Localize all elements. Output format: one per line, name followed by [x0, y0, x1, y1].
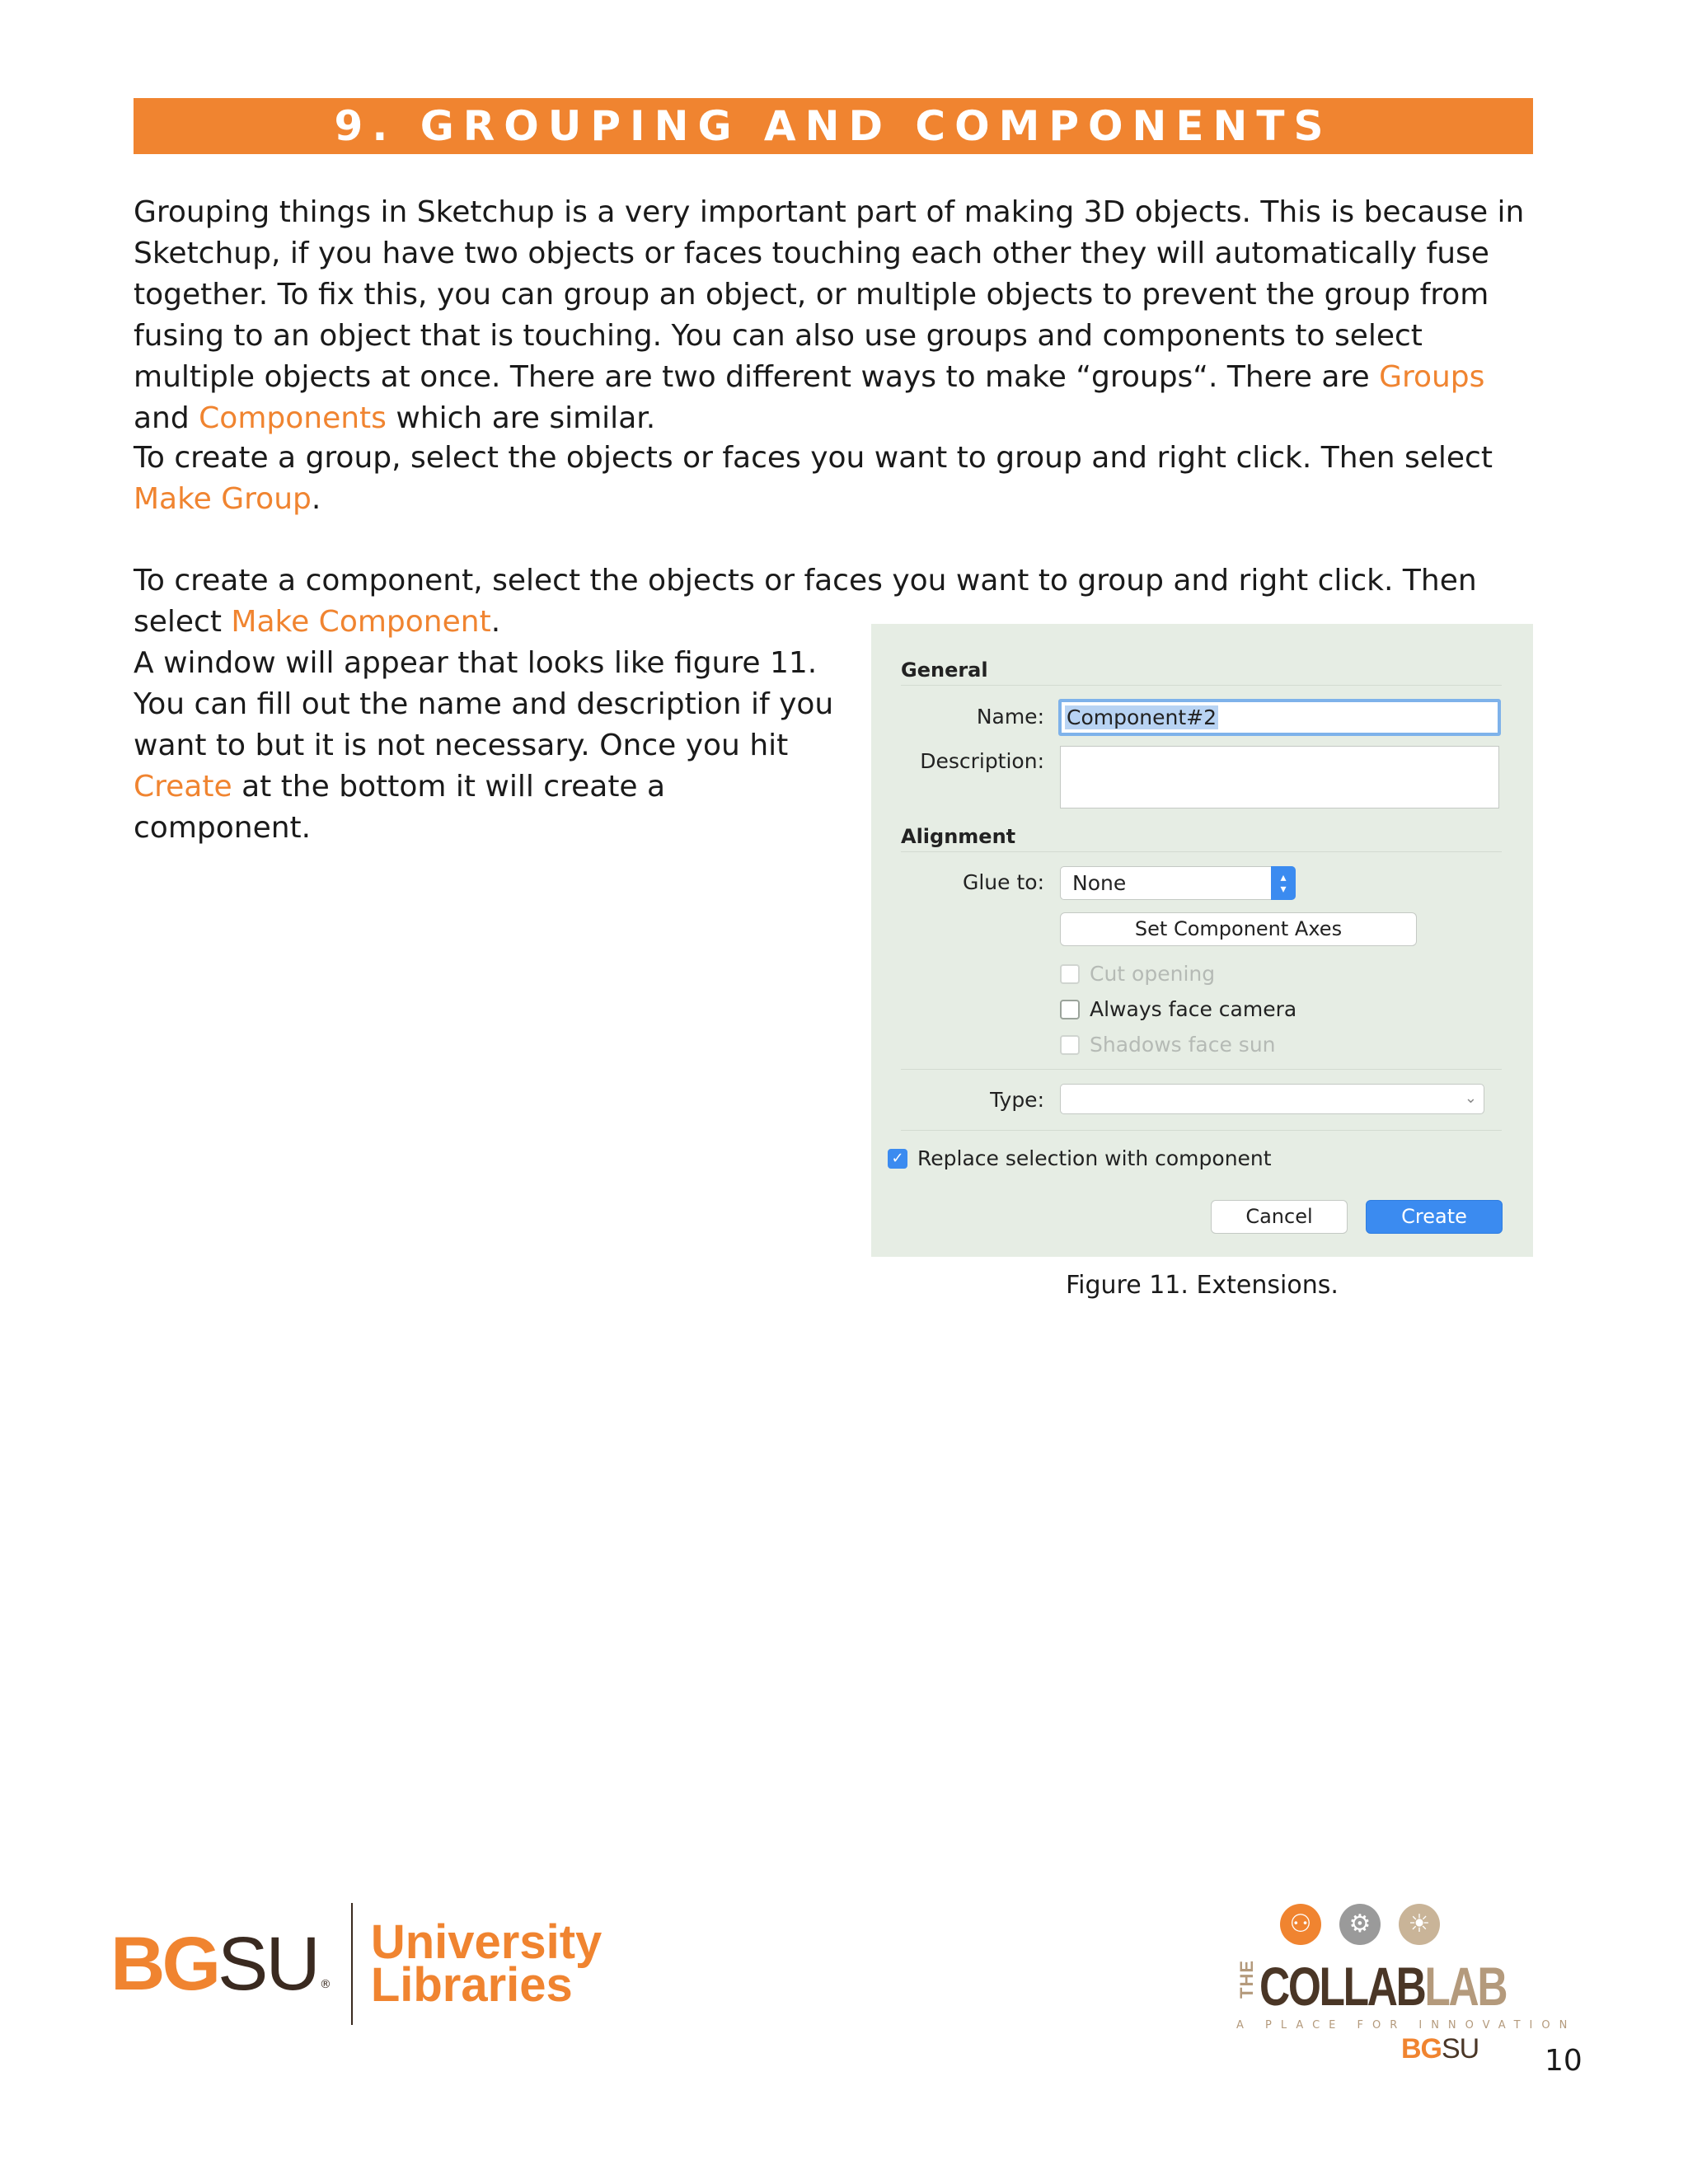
groups-link: Groups	[1379, 360, 1485, 394]
window-text-end: at the bottom it will create a component.	[134, 770, 666, 845]
make-component-period: .	[490, 605, 501, 639]
intro-text-end: which are similar.	[386, 401, 656, 435]
logo-divider	[351, 1903, 353, 2025]
make-group-term: Make Group	[134, 482, 312, 516]
create-button[interactable]: Create	[1366, 1200, 1503, 1234]
create-term: Create	[134, 770, 232, 804]
alignment-divider	[901, 851, 1502, 852]
shadows-face-sun-box	[1060, 1035, 1080, 1055]
collab-the-text: THE	[1236, 1960, 1257, 1999]
general-heading: General	[901, 658, 988, 682]
glue-to-select[interactable]	[1060, 866, 1296, 900]
type-divider	[901, 1069, 1502, 1070]
page-number: 10	[1545, 2044, 1582, 2078]
make-group-period: .	[311, 482, 321, 516]
university-libraries-text	[370, 1915, 603, 2012]
collab-tagline: A PLACE FOR INNOVATION	[1236, 2019, 1577, 2032]
gears-icon: ⚙	[1339, 1904, 1381, 1945]
type-label: Type:	[990, 1088, 1044, 1112]
collab-text: COLLAB	[1259, 1956, 1425, 2017]
bgsu-su-text: SU	[218, 1921, 318, 2006]
name-label: Name:	[976, 705, 1044, 729]
intro-text: Grouping things in Sketchup is a very important part of making 3D objects. This is because in Sketchup, if you have two objects or faces touching each other they will automatically fuse together. To fix this, you can group an object, or multiple objects to prevent the group from fusing to an object that is touching. You can also use groups and components to select multiple objects at once. There are two different ways to make “groups“. There are	[134, 195, 1525, 394]
components-link: Components	[199, 401, 387, 435]
replace-divider	[901, 1130, 1502, 1131]
libraries-line: Libraries	[370, 1958, 573, 2012]
registered-mark: ®	[319, 1978, 331, 1991]
section-title: 9. GROUPING AND COMPONENTS	[334, 102, 1333, 150]
make-component-term: Make Component	[231, 605, 491, 639]
glue-to-label: Glue to:	[962, 870, 1044, 894]
name-value: Component#2	[1067, 705, 1217, 729]
collab-su: SU	[1442, 2033, 1479, 2064]
intro-paragraph	[134, 192, 1535, 439]
cut-opening-label: Cut opening	[1090, 962, 1216, 986]
replace-selection-label: Replace selection with component	[917, 1146, 1272, 1170]
make-group-paragraph	[134, 438, 1535, 520]
name-input[interactable]	[1058, 699, 1501, 736]
bgsu-bg-text: BG	[110, 1921, 218, 2006]
chevron-down-icon: ⌄	[1464, 1090, 1477, 1107]
make-component-text: To create a component, select the objects or faces you want to group and right click. Then select	[134, 564, 1477, 639]
cut-opening-checkbox[interactable]	[1060, 962, 1215, 986]
collab-bgsu-text	[1401, 2033, 1479, 2065]
network-icon: ⚇	[1280, 1904, 1321, 1945]
glue-to-value: None	[1072, 871, 1127, 895]
always-face-camera-label: Always face camera	[1090, 997, 1297, 1021]
university-line: University	[370, 1915, 603, 1969]
make-group-text: To create a group, select the objects or faces you want to group and right click. Then select	[134, 441, 1493, 475]
window-paragraph	[134, 643, 851, 849]
replace-selection-checkbox[interactable]	[888, 1146, 1272, 1170]
lab-text: LAB	[1424, 1956, 1507, 2017]
general-divider	[901, 685, 1502, 686]
collab-wordmark	[1259, 1955, 1506, 2018]
always-face-camera-box	[1060, 1000, 1080, 1019]
window-intro-line: A window will appear that looks like figure 11.	[134, 646, 818, 680]
alignment-heading: Alignment	[901, 825, 1016, 848]
lightbulb-icon: ☀	[1399, 1904, 1440, 1945]
window-text: You can fill out the name and description if you want to but it is not necessary. Once you hit	[134, 687, 834, 762]
bgsu-university-libraries-logo	[110, 1902, 602, 2026]
checkmark-icon: ✓	[888, 1149, 907, 1169]
description-label: Description:	[920, 749, 1044, 773]
intro-text-and: and	[134, 401, 199, 435]
collab-bg: BG	[1401, 2033, 1442, 2064]
cut-opening-box	[1060, 964, 1080, 984]
figure-caption: Figure 11. Extensions.	[1066, 1271, 1339, 1300]
shadows-face-sun-label: Shadows face sun	[1090, 1033, 1276, 1057]
set-component-axes-button[interactable]: Set Component Axes	[1060, 912, 1417, 946]
create-component-dialog	[871, 624, 1533, 1257]
type-select[interactable]	[1060, 1084, 1484, 1114]
shadows-face-sun-checkbox[interactable]	[1060, 1033, 1276, 1057]
select-arrows-icon: ▴ ▾	[1271, 866, 1296, 900]
always-face-camera-checkbox[interactable]	[1060, 997, 1296, 1021]
description-input[interactable]	[1060, 746, 1499, 808]
section-header-bar	[134, 98, 1533, 154]
cancel-button[interactable]: Cancel	[1211, 1200, 1348, 1234]
